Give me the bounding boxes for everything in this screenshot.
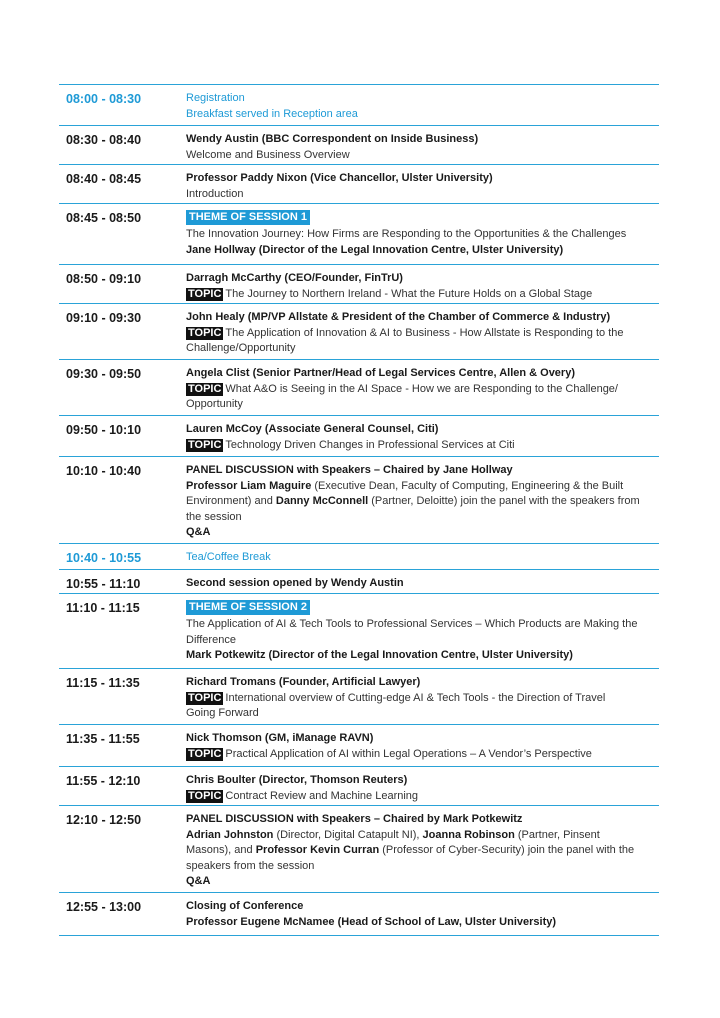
agenda-row (59, 594, 659, 669)
panel-text: (Director, Digital Catapult NI), (273, 828, 423, 841)
row-content (186, 310, 659, 357)
row-line: The Innovation Journey: How Firms are Responding to the Opportunities & the Challenges (186, 228, 627, 240)
row-time: 12:10 - 12:50 (66, 813, 142, 827)
qa-label: Q&A (186, 875, 211, 887)
topic-badge: TOPIC (188, 747, 222, 760)
panel-title: PANEL DISCUSSION with Speakers – Chaired by Mark Potkewitz (186, 813, 523, 825)
panel-text: (Partner, Deloitte) join the panel with the speakers from (368, 495, 640, 507)
panel-title: PANEL DISCUSSION with Speakers – Chaired by Jane Hollway (186, 464, 513, 476)
row-content (186, 463, 659, 541)
panelist-name: Joanna Robinson (422, 828, 515, 841)
agenda-row (59, 360, 659, 416)
agenda-row (59, 204, 659, 265)
row-time: 08:40 - 08:45 (66, 172, 142, 186)
row-time: 09:50 - 10:10 (66, 423, 142, 437)
agenda-row (59, 570, 659, 594)
agenda-row (59, 725, 659, 767)
row-content (186, 366, 659, 413)
speaker-title: Lauren McCoy (Associate General Counsel, Citi) (186, 423, 439, 435)
row-time: 11:15 - 11:35 (66, 676, 140, 690)
speaker-title: Professor Eugene McNamee (Head of School of Law, Ulster University) (186, 915, 557, 928)
row-content (186, 899, 659, 933)
topic-text: The Journey to Northern Ireland - What the Future Holds on a Global Stage (225, 287, 593, 300)
speaker-title: Richard Tromans (Founder, Artificial Lawyer) (186, 676, 421, 688)
agenda-row (59, 669, 659, 725)
row-time: 09:10 - 09:30 (66, 311, 142, 325)
topic-text: What A&O is Seeing in the AI Space - How we are Responding to the Challenge/ (225, 382, 618, 395)
row-content (186, 773, 659, 803)
panel-text: Masons), and (186, 844, 256, 856)
panelist-name: Professor Liam Maguire (186, 479, 312, 492)
speaker-title: John Healy (MP/VP Allstate & President of the Chamber of Commerce & Industry) (186, 311, 611, 323)
topic-text: Opportunity (186, 398, 243, 410)
row-content (186, 600, 659, 666)
topic-badge: TOPIC (188, 287, 222, 300)
topic-text: Challenge/Opportunity (186, 342, 296, 354)
row-time: 08:50 - 09:10 (66, 272, 142, 286)
topic-badge: TOPIC (188, 438, 222, 451)
speaker-title: Second session opened by Wendy Austin (186, 577, 404, 589)
agenda-row (59, 165, 659, 204)
panelist-name: Professor Kevin Curran (255, 844, 380, 856)
theme-badge: THEME OF SESSION 1 (186, 210, 310, 225)
speaker-title: Chris Boulter (Director, Thomson Reuters) (186, 774, 408, 786)
topic-text: Practical Application of AI within Legal Operations – A Vendor’s Perspective (225, 747, 592, 760)
speaker-title: Nick Thomson (GM, iManage RAVN) (186, 732, 374, 744)
speaker-title: Darragh McCarthy (CEO/Founder, FinTrU) (186, 272, 403, 284)
panel-text: the session (186, 510, 242, 523)
speaker-title: Professor Paddy Nixon (Vice Chancellor, Ulster University) (186, 172, 493, 184)
topic-text: Technology Driven Changes in Professional Services at Citi (225, 438, 515, 451)
panelist-name: Danny McConnell (275, 495, 369, 507)
panel-text: (Executive Dean, Faculty of Computing, Engineering & the Built (311, 479, 624, 492)
agenda-row (59, 767, 659, 806)
panel-text: speakers from the session (186, 859, 315, 872)
row-content (186, 812, 659, 890)
row-line: Welcome and Business Overview (186, 148, 350, 161)
agenda-row (59, 457, 659, 544)
agenda-row (59, 126, 659, 165)
row-line: Breakfast served in Reception area (186, 107, 358, 120)
topic-badge: TOPIC (188, 691, 222, 704)
speaker-title: Jane Hollway (Director of the Legal Innovation Centre, Ulster University) (186, 243, 564, 256)
row-line: Tea/Coffee Break (186, 551, 271, 563)
agenda-table (59, 84, 659, 936)
agenda-row (59, 265, 659, 304)
topic-text: The Application of Innovation & AI to Business - How Allstate is Responding to the (225, 326, 624, 339)
speaker-title: Closing of Conference (186, 900, 304, 912)
agenda-row (59, 416, 659, 457)
speaker-title: Angela Clist (Senior Partner/Head of Legal Services Centre, Allen & Overy) (186, 367, 575, 379)
qa-label: Q&A (186, 526, 211, 538)
row-line: Difference (186, 633, 236, 646)
agenda-row (59, 806, 659, 893)
agenda-row (59, 893, 659, 936)
topic-badge: TOPIC (188, 789, 222, 802)
row-content (186, 550, 659, 567)
panel-text: Environment) and (186, 495, 276, 507)
row-time: 12:55 - 13:00 (66, 900, 142, 914)
row-content (186, 132, 659, 162)
row-line: Registration (186, 92, 245, 104)
agenda-row (59, 304, 659, 360)
row-content (186, 210, 659, 262)
row-time: 08:45 - 08:50 (66, 211, 142, 225)
row-line: Introduction (186, 187, 244, 200)
row-content (186, 91, 659, 123)
row-time: 10:40 - 10:55 (66, 551, 142, 565)
topic-badge: TOPIC (188, 326, 222, 339)
row-time: 11:55 - 12:10 (66, 774, 141, 788)
speaker-title: Mark Potkewitz (Director of the Legal Innovation Centre, Ulster University) (186, 649, 573, 661)
row-time: 08:30 - 08:40 (66, 133, 142, 147)
row-time: 11:35 - 11:55 (66, 732, 140, 746)
speaker-title: Wendy Austin (BBC Correspondent on Inside Business) (186, 133, 479, 145)
agenda-row (59, 85, 659, 126)
row-content (186, 675, 659, 722)
panel-text: (Professor of Cyber-Security) join the panel with the (379, 844, 635, 856)
topic-text: Contract Review and Machine Learning (225, 789, 419, 802)
agenda-row (59, 544, 659, 570)
panel-text: (Partner, Pinsent (514, 828, 600, 841)
row-content (186, 731, 659, 764)
theme-badge: THEME OF SESSION 2 (186, 600, 310, 615)
row-line: The Application of AI & Tech Tools to Professional Services – Which Products are Making the (186, 618, 638, 630)
row-time: 08:00 - 08:30 (66, 92, 142, 106)
topic-badge: TOPIC (188, 382, 222, 395)
row-time: 10:55 - 11:10 (66, 577, 141, 591)
row-time: 09:30 - 09:50 (66, 367, 142, 381)
row-time: 10:10 - 10:40 (66, 464, 142, 478)
topic-text: Going Forward (186, 707, 259, 719)
row-time: 11:10 - 11:15 (66, 601, 140, 615)
row-content (186, 171, 659, 201)
row-content (186, 422, 659, 454)
row-content (186, 271, 659, 301)
topic-text: International overview of Cutting-edge AI & Tech Tools - the Direction of Travel (225, 691, 606, 704)
panelist-name: Adrian Johnston (186, 828, 274, 841)
row-content (186, 576, 659, 591)
